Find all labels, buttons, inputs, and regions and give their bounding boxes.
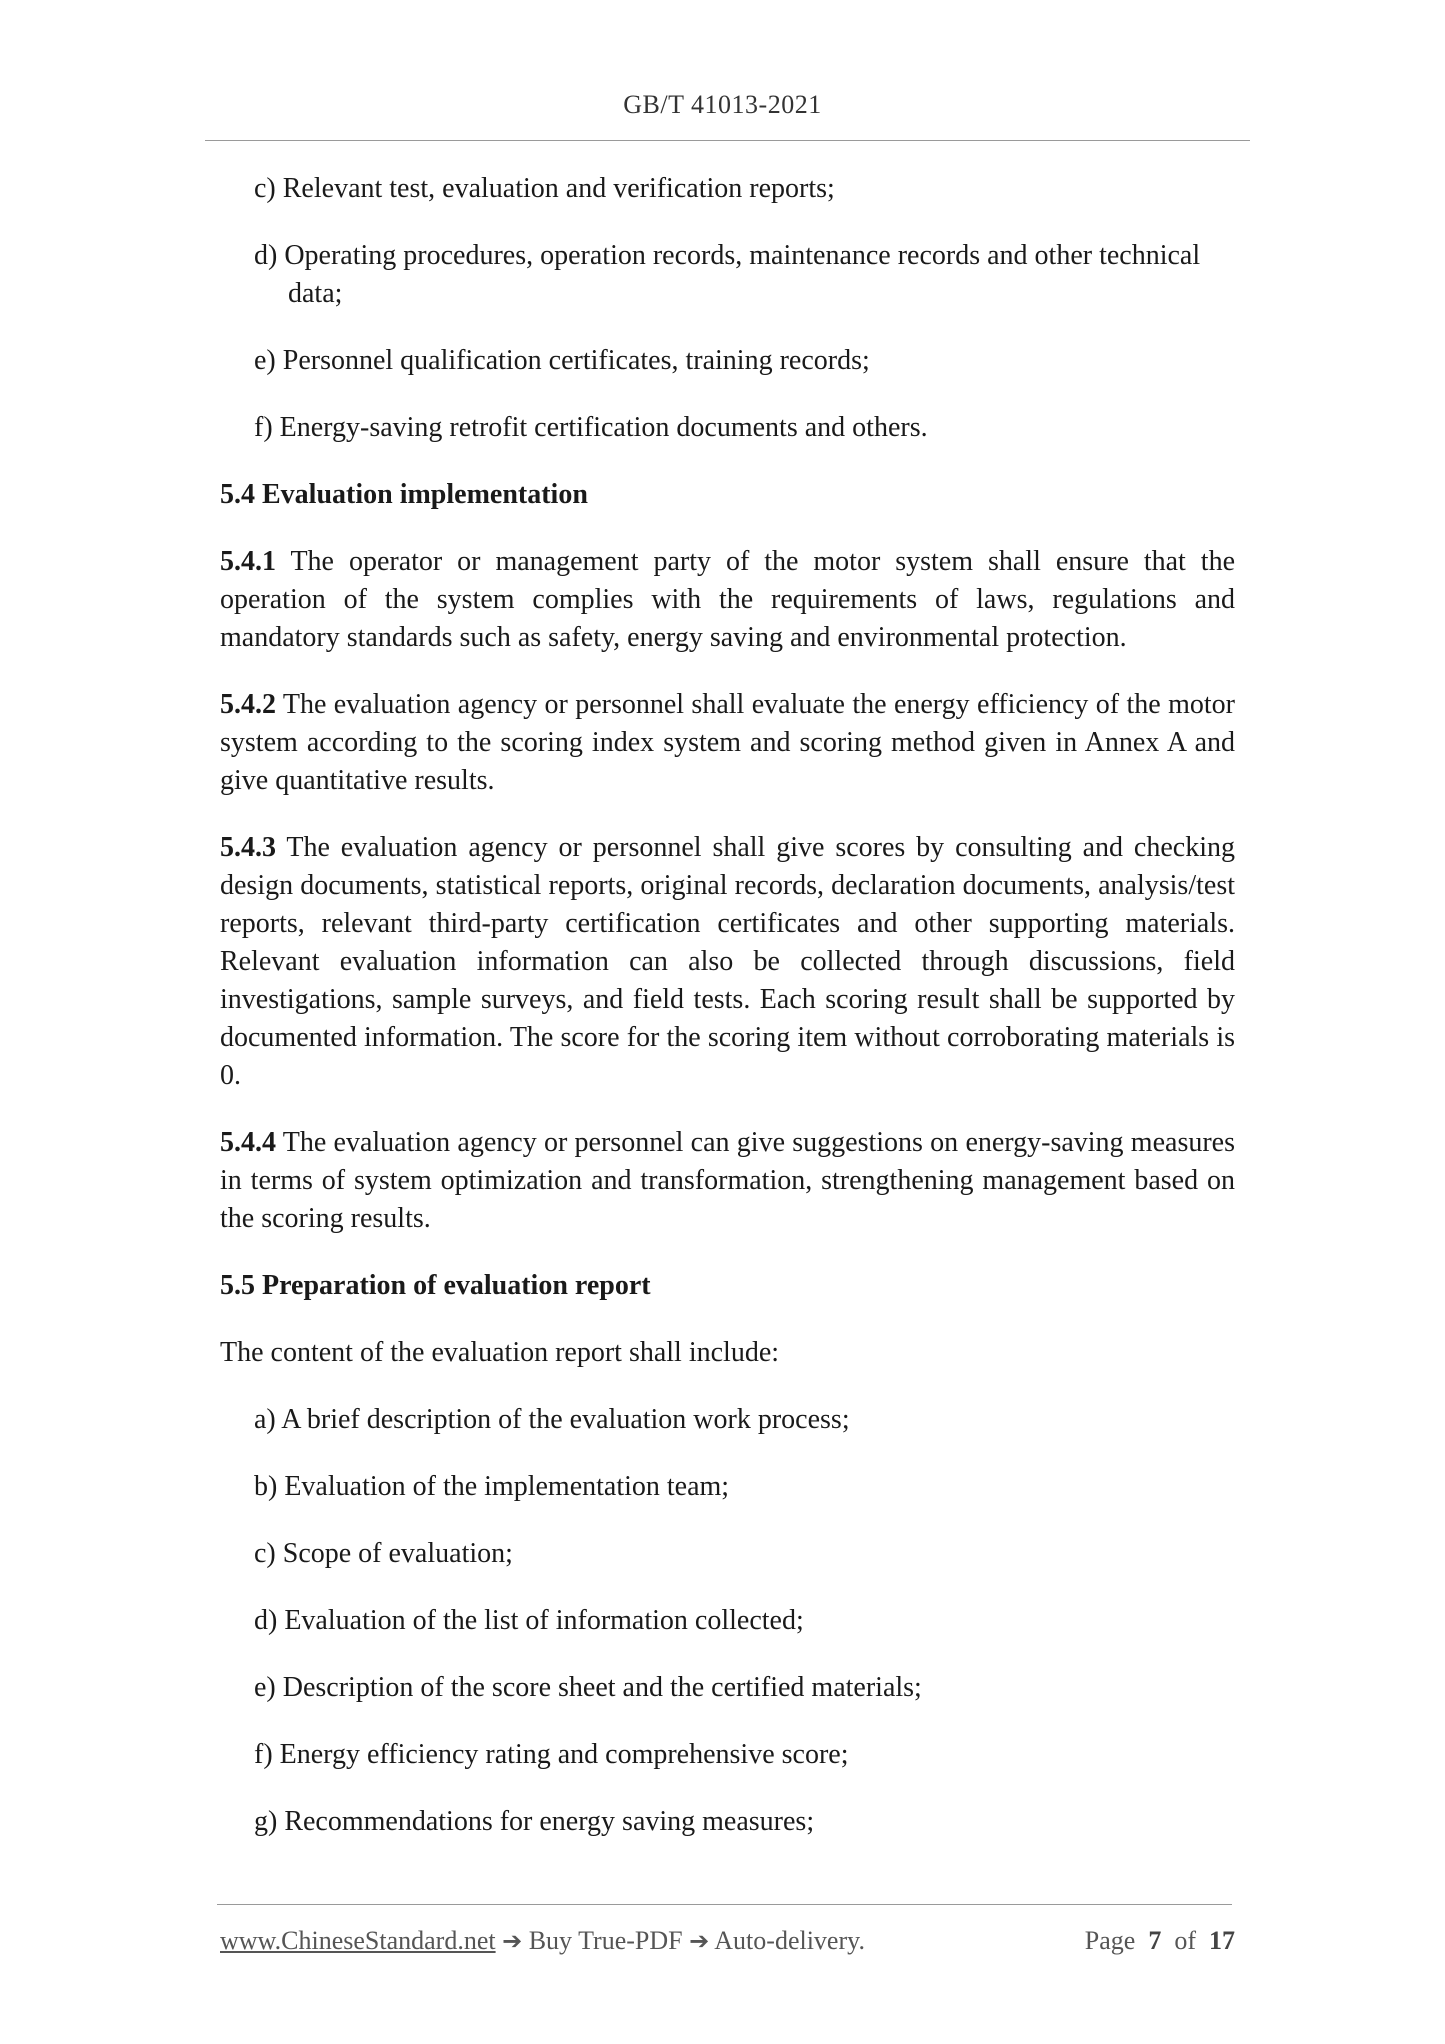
document-body [220,170,1235,1870]
footer-buy-text: Buy True-PDF [522,1926,690,1955]
list-item: c) Scope of evaluation; [254,1538,513,1569]
footer-promo [220,1926,865,1956]
page-label: Page [1084,1926,1136,1955]
clause-number: 5.4.1 [220,546,276,577]
list-item: b) Evaluation of the implementation team; [254,1471,730,1502]
chinese-standard-link[interactable]: www.ChineseStandard.net [220,1926,496,1955]
footer-delivery-text: Auto-delivery. [709,1926,865,1955]
arrow-right-icon: ➔ [502,1927,523,1955]
list-item: d) Evaluation of the list of information collected; [254,1605,804,1636]
clause-number: 5.4.4 [220,1127,276,1158]
clause-text: The evaluation agency or personnel shall give scores by consulting and checking design documents, statistical reports, original records, declaration documents, analysis/test reports, relevant third-party certification certificates and other supporting materials. Relevant evaluation information can also be collected through discussions, field investigations, sample surveys, and field tests. Each scoring result shall be supported by documented information. The score for the scoring item without corroborating materials is 0. [220,832,1235,1091]
clause-text: The evaluation agency or personnel shall evaluate the energy efficiency of the motor system according to the scoring index system and scoring method given in Annex A and give quantitative results. [220,689,1235,796]
page-total: 17 [1209,1926,1235,1955]
of-label: of [1174,1926,1196,1955]
list-item: e) Personnel qualification certificates, training records; [254,345,870,376]
paragraph-5-4-3 [220,829,1235,1095]
list-item: f) Energy efficiency rating and comprehensive score; [254,1739,849,1770]
page-number: 7 [1148,1926,1162,1955]
paragraph-5-4-4 [220,1124,1235,1238]
clause-number: 5.4.3 [220,832,276,863]
paragraph-5-4-2 [220,686,1235,800]
list-item: f) Energy-saving retrofit certification documents and others. [254,412,928,443]
arrow-right-icon: ➔ [689,1927,710,1955]
paragraph-report-intro: The content of the evaluation report shall include: [220,1337,780,1368]
paragraph-5-4-1 [220,543,1235,657]
list-item: g) Recommendations for energy saving measures; [254,1806,815,1837]
page-footer [220,1926,1235,1966]
list-item: d) Operating procedures, operation records, maintenance records and other technical data; [254,240,1201,309]
header-divider [205,140,1250,141]
page-indicator [1085,1926,1235,1956]
list-item: c) Relevant test, evaluation and verification reports; [254,173,835,204]
document-header-title: GB/T 41013-2021 [623,90,822,119]
clause-text: The operator or management party of the motor system shall ensure that the operation of the system complies with the requirements of laws, regulations and mandatory standards such as safety, energy saving and environmental protection. [220,546,1235,653]
section-heading-5-4: 5.4 Evaluation implementation [220,479,588,510]
section-heading-5-5: 5.5 Preparation of evaluation report [220,1270,651,1301]
list-item: e) Description of the score sheet and the certified materials; [254,1672,922,1703]
clause-text: The evaluation agency or personnel can give suggestions on energy-saving measures in terms of system optimization and transformation, strengthening management based on the scoring results. [220,1127,1235,1234]
clause-number: 5.4.2 [220,689,276,720]
list-item: a) A brief description of the evaluation work process; [254,1404,850,1435]
footer-divider [217,1904,1232,1905]
